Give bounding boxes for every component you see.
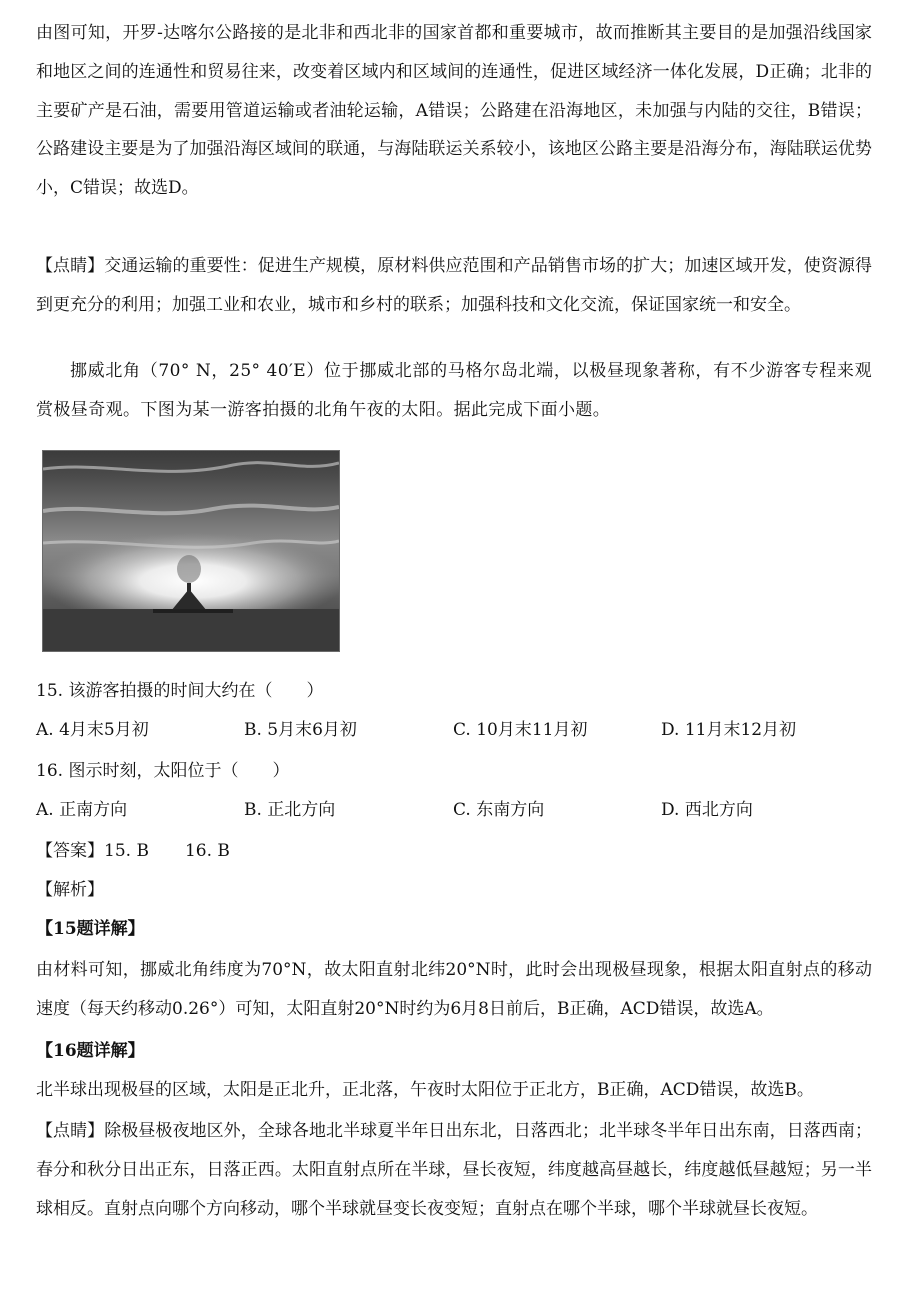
question-15-stem: 15. 该游客拍摄的时间大约在（ ） [36, 681, 324, 701]
option-b: B. 5月末6月初 [244, 720, 357, 740]
final-note-tag: 【点睛】 [36, 1121, 105, 1141]
option-c: C. 东南方向 [453, 800, 545, 820]
prev-explanation-block [36, 14, 872, 208]
prev-explanation: 由图可知，开罗-达喀尔公路接的是北非和西北非的国家首都和重要城市，故而推断其主要目的是加强沿线国家和地区之间的连通性和贸易往来，改变着区域内和区域间的连通性，促进区域经济一体化发展，D正确；北非的主要矿产是石油，需要用管道运输或者油轮运输，A错误；公路建在沿海地区，未加强与内陆的交往，B错误；公路建设主要是为了加强沿海区域间的联通，与海陆联运关系较小，该地区公路主要是沿海分布，海陆联运优势小，C错误；故选D。 [36, 23, 872, 199]
final-note-block [36, 1112, 872, 1228]
answer-tag: 【答案】 [36, 841, 104, 861]
midnight-sun-photo [42, 450, 340, 652]
final-note-text: 除极昼极夜地区外，全球各地北半球夏半年日出东北，日落西北；北半球冬半年日出东南，日落西南；春分和秋分日出正东，日落正西。太阳直射点所在半球，昼长夜短，纬度越高昼越长，纬度越低昼越短；另一半球相反。直射点向哪个方向移动，哪个半球就昼变长夜变短；直射点在哪个半球，哪个半球就昼长夜短。 [36, 1121, 872, 1219]
question-16-options [36, 791, 872, 829]
option-a: A. 4月末5月初 [36, 720, 149, 740]
detail-15-label: 【15题详解】 [36, 919, 145, 939]
answer-15: 15. B [104, 841, 149, 861]
detail-16-block [36, 1071, 872, 1110]
option-d: D. 西北方向 [661, 800, 753, 820]
prev-note-block [36, 247, 872, 325]
option-c: C. 10月末11月初 [453, 720, 588, 740]
option-d: D. 11月末12月初 [661, 720, 797, 740]
detail-16-text: 北半球出现极昼的区域，太阳是正北升，正北落，午夜时太阳位于正北方，B正确，ACD错误，故选B。 [36, 1080, 814, 1100]
prev-note-text: 交通运输的重要性：促进生产规模，原材料供应范围和产品销售市场的扩大；加速区域开发，使资源得到更充分的利用；加强工业和农业，城市和乡村的联系；加强科技和文化交流，保证国家统一和安全。 [36, 256, 872, 315]
midnight-sun-image [43, 451, 339, 651]
option-b: B. 正北方向 [244, 800, 336, 820]
material-text: 挪威北角（70° N，25° 40′E）位于挪威北部的马格尔岛北端，以极昼现象著称，有不少游客专程来观赏极昼奇观。下图为某一游客拍摄的北角午夜的太阳。据此完成下面小题。 [36, 361, 872, 420]
prev-note [36, 247, 872, 325]
answer-line [36, 832, 230, 871]
detail-16-label: 【16题详解】 [36, 1041, 145, 1061]
analysis-label: 【解析】 [36, 880, 104, 900]
detail-15-block [36, 951, 872, 1029]
material-block [36, 352, 872, 430]
prev-note-tag: 【点睛】 [36, 256, 105, 276]
question-16-stem: 16. 图示时刻，太阳位于（ ） [36, 761, 290, 781]
answer-16: 16. B [184, 841, 230, 861]
detail-15-text: 由材料可知，挪威北角纬度为70°N，故太阳直射北纬20°N时，此时会出现极昼现象，根据太阳直射点的移动速度（每天约移动0.26°）可知，太阳直射20°N时约为6月8日前后，B正确，ACD错误，故选A。 [36, 960, 872, 1019]
final-note [36, 1112, 872, 1228]
question-15-options [36, 711, 872, 749]
option-a: A. 正南方向 [36, 800, 128, 820]
